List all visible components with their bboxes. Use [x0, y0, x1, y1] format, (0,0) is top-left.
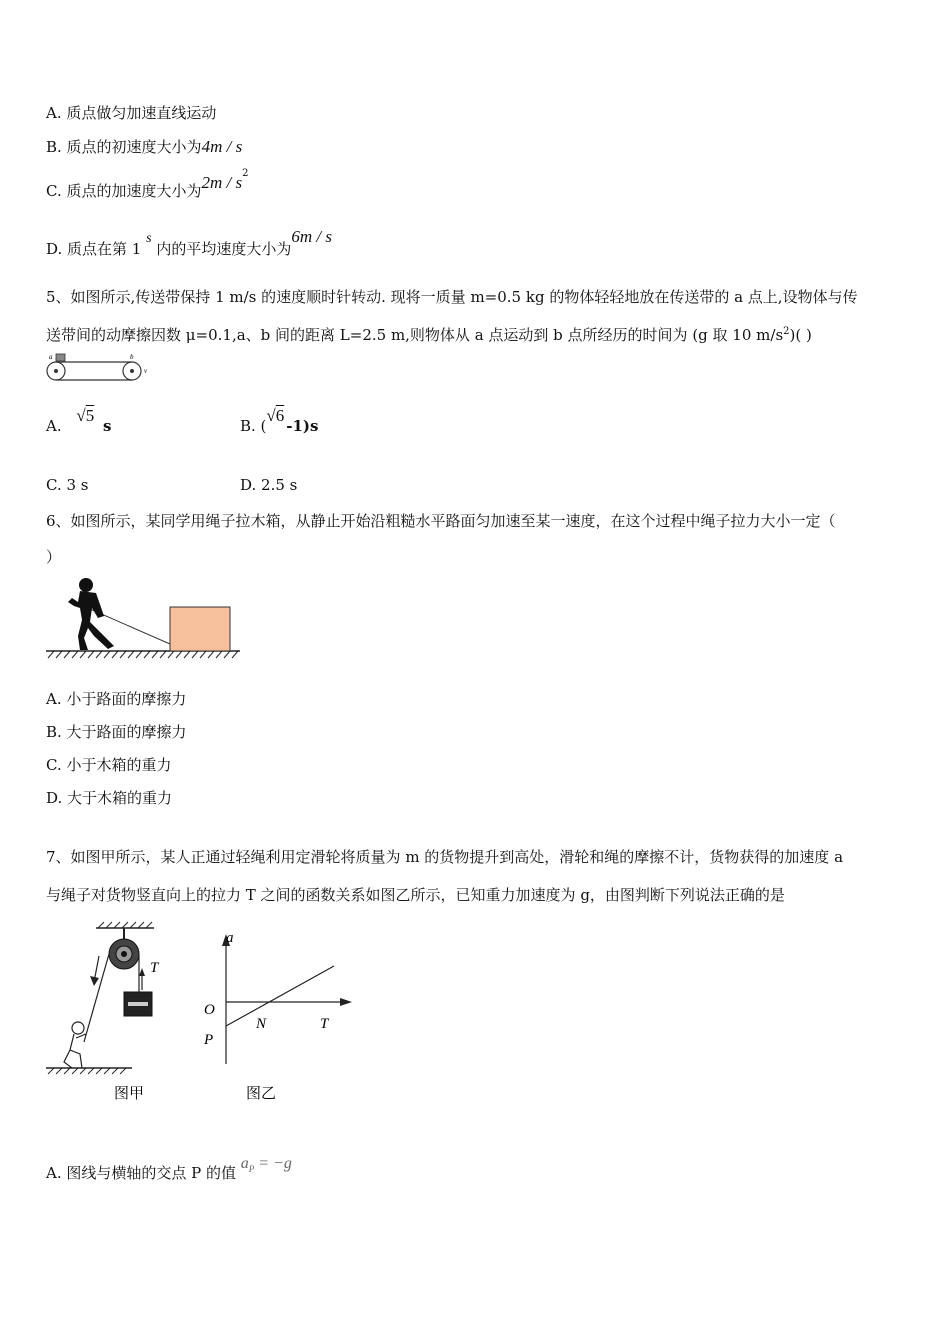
q5-option-c: C. 3 s: [46, 476, 89, 494]
q7-option-a-text: A. 图线与横轴的交点 P 的值: [46, 1164, 236, 1182]
person-silhouette: [68, 578, 114, 650]
graph-a-vs-T: [196, 930, 360, 1104]
q7-option-a-math: [240, 1155, 292, 1175]
q3-option-d-mid: 内的平均速度大小为: [156, 240, 292, 258]
ceiling-hatching: [98, 922, 152, 928]
pull-arrow-head: [90, 976, 99, 986]
q5-option-a-label: A.: [46, 417, 62, 435]
q6-stem-line2: ）: [46, 548, 62, 566]
wooden-box: [170, 607, 230, 651]
ground-hatching-2: [48, 1068, 126, 1074]
graph-label-T: T: [320, 1016, 329, 1032]
conveyor-left-axle: [54, 369, 58, 373]
q3-option-c-sup: 2: [242, 168, 249, 179]
q3-option-c-math: 2m / s: [201, 173, 243, 192]
q3-option-b-math: 4m / s: [201, 137, 243, 156]
graph-label-O: O: [204, 1002, 215, 1018]
q6-option-b: B. 大于路面的摩擦力: [46, 723, 187, 741]
q7-option-a-eq: = −g: [254, 1155, 292, 1172]
q3-option-d-text: D. 质点在第 1: [46, 240, 142, 258]
tension-arrow-head: [139, 968, 145, 976]
q3-option-c: [46, 168, 249, 201]
graph-line: [226, 966, 334, 1026]
q7-option-a-sub: P: [248, 1164, 255, 1175]
q5-option-a-unit: s: [103, 417, 112, 435]
graph-x-arrow: [340, 998, 352, 1006]
q5-option-a-root: √5: [76, 406, 95, 425]
q5-option-b-root: √6: [266, 406, 285, 425]
cargo-stripe: [128, 1002, 148, 1006]
conveyor-right-axle: [130, 369, 134, 373]
ground-hatching: [48, 651, 238, 658]
person-squatting: [64, 1022, 86, 1068]
tension-label: T: [150, 960, 159, 976]
q5-option-b-rest: -1)s: [286, 417, 319, 435]
q3-option-d: [46, 227, 332, 259]
q7-stem-line2: 与绳子对货物竖直向上的拉力 T 之间的函数关系如图乙所示，已知重力加速度为 g，由图判断下列说法正确的是: [46, 886, 785, 904]
q5-stem-line2-end: )( ): [789, 326, 812, 344]
q3-option-d-s: s: [146, 231, 152, 246]
pulley-figure: [44, 922, 174, 1104]
q5-option-a: [46, 406, 112, 436]
q7-stem-line1: 7、如图甲所示，某人正通过轻绳利用定滑轮将质量为 m 的货物提升到高处，滑轮和绳的摩擦不计，货物获得的加速度 a: [46, 848, 844, 866]
pulling-box-figure: [44, 572, 244, 664]
q6-option-c: C. 小于木箱的重力: [46, 756, 172, 774]
conveyor-label-b: b: [130, 353, 134, 361]
q5-stem-line1: 5、如图所示,传送带保持 1 m/s 的速度顺时针转动. 现将一质量 m=0.5 kg 的物体轻轻地放在传送带的 a 点上,设物体与传: [46, 288, 858, 306]
q3-option-b: [46, 136, 242, 157]
q3-option-c-text: C. 质点的加速度大小为: [46, 182, 202, 200]
q5-option-b-radicand: 6: [275, 406, 285, 425]
q7-option-a: [46, 1155, 292, 1184]
conveyor-label-v: v: [144, 367, 148, 375]
conveyor-label-a: a: [49, 353, 53, 361]
q3-option-b-text: B. 质点的初速度大小为: [46, 138, 202, 156]
q3-option-a: A. 质点做匀加速直线运动: [46, 104, 217, 122]
conveyor-block: [56, 354, 65, 361]
q5-option-a-radicand: 5: [85, 406, 95, 425]
q5-stem-line2: [46, 324, 812, 345]
graph-label-P: P: [204, 1032, 214, 1048]
graph-label-a: a: [226, 930, 234, 946]
q7-option-a-var: a: [240, 1155, 249, 1172]
q5-option-b: [240, 406, 319, 436]
q5-stem-sup: 2: [783, 326, 790, 337]
q3-option-d-math: 6m / s: [291, 227, 332, 246]
figure-2-caption: 图乙: [246, 1084, 277, 1102]
q6-option-a: A. 小于路面的摩擦力: [46, 690, 187, 708]
q5-option-b-label: B. (: [240, 417, 267, 435]
q5-stem-line2-text: 送带间的动摩擦因数 μ=0.1,a、b 间的距离 L=2.5 m,则物体从 a 点运动到 b 点所经历的时间为 (g 取 10 m/s: [46, 326, 784, 344]
conveyor-belt-figure: [44, 352, 154, 384]
q6-option-d: D. 大于木箱的重力: [46, 789, 173, 807]
q6-stem-line1: 6、如图所示，某同学用绳子拉木箱，从静止开始沿粗糙水平路面匀加速至某一速度，在这个过程中绳子拉力大小一定（: [46, 512, 836, 530]
figure-1-caption: 图甲: [114, 1084, 145, 1102]
q5-option-d: D. 2.5 s: [240, 476, 298, 494]
graph-label-N: N: [256, 1016, 267, 1032]
pulley-axle: [121, 951, 127, 957]
